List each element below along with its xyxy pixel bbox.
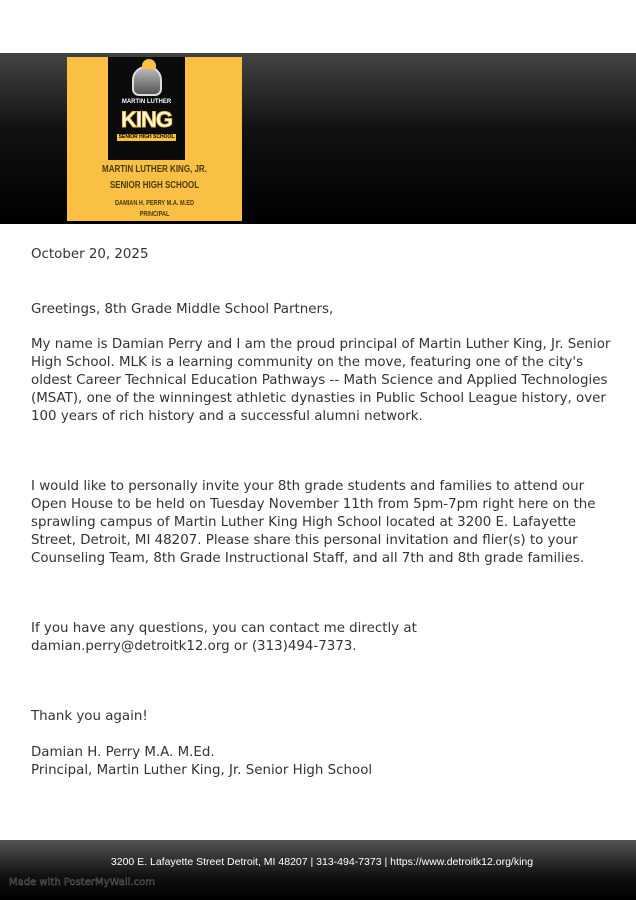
footer-contact-info: 3200 E. Lafayette Street Detroit, MI 48207 | 313-494-7373 | https://www.detroitk12.org/king <box>110 856 534 868</box>
logo-principal-title: PRINCIPAL <box>139 211 170 218</box>
logo-school-type: SENIOR HIGH SCHOOL <box>109 180 200 191</box>
letter-body <box>31 246 616 780</box>
logo-principal-name: DAMIAN H. PERRY M.A. M.ED <box>114 200 195 207</box>
letter-date: October 20, 2025 <box>31 247 149 262</box>
letter-greeting: Greetings, 8th Grade Middle School Partners, <box>31 302 334 317</box>
logo-school-name: MARTIN LUTHER KING, JR. <box>102 164 207 175</box>
knight-helmet-icon <box>132 66 162 96</box>
knight-crest <box>108 57 185 160</box>
school-logo <box>67 57 242 221</box>
letter-paragraph-1: My name is Damian Perry and I am the proud principal of Martin Luther King, Jr. Senior High School. MLK is a learning community on the move, featuring one of the city's oldest Career Technical Education Pathways -- Math Science and Applied Technologies (MSAT), one of the winningest athletic dynasties in Public School League history, over 100 years of rich history and a successful alumni network. <box>31 337 611 424</box>
crest-top-text: MARTIN LUTHER <box>121 99 172 105</box>
signature-title: Principal, Martin Luther King, Jr. Senior High School <box>31 763 373 778</box>
signature-name: Damian H. Perry M.A. M.Ed. <box>31 745 215 760</box>
crest-name: KING <box>121 107 172 132</box>
footer <box>0 840 636 900</box>
contact-info[interactable]: damian.perry@detroitk12.org or (313)494-7373. <box>31 639 357 654</box>
watermark: Made with PosterMyWall.com <box>9 877 156 888</box>
letter-paragraph-2: I would like to personally invite your 8th grade students and families to attend our Open House to be held on Tuesday November 11th from 5pm-7pm right here on the sprawling campus of Martin Luther King High School located at 3200 E. Lafayette Street, Detroit, MI 48207. Please share this personal invitation and flier(s) to your Counseling Team, 8th Grade Instructional Staff, and all 7th and 8th grade families. <box>31 479 596 566</box>
crest-bottom-text: SENIOR HIGH SCHOOL <box>118 134 175 140</box>
letter-paragraph-3a: If you have any questions, you can contact me directly at <box>31 621 417 636</box>
letter-thanks: Thank you again! <box>31 709 148 724</box>
